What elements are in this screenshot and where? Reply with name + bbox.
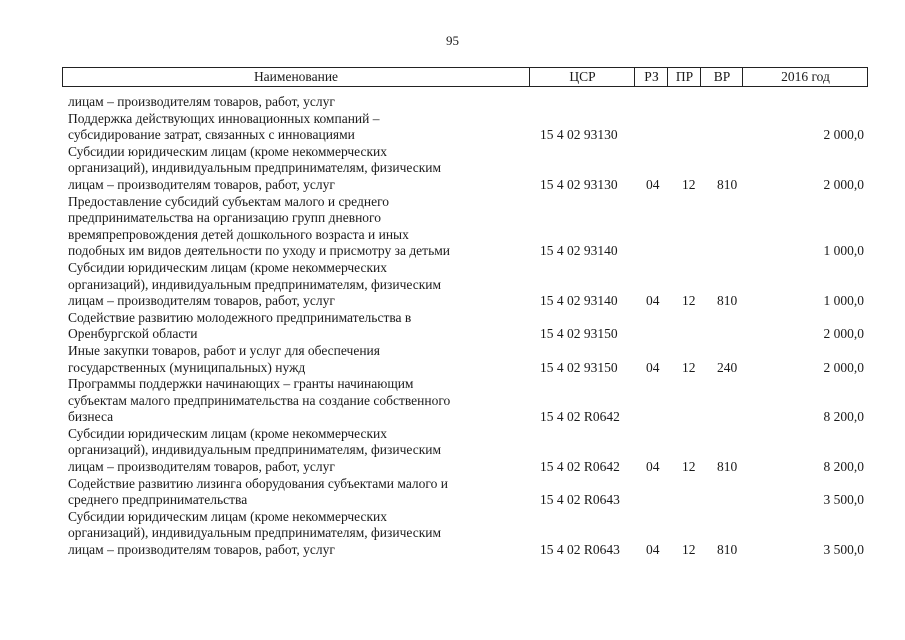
row-name xyxy=(68,94,508,111)
row-name-line: лицам – производителям товаров, работ, услуг xyxy=(68,293,335,309)
row-name xyxy=(68,476,508,509)
row-csr: 15 4 02 93130 xyxy=(540,127,618,143)
table-row xyxy=(0,111,905,144)
row-name-line: лицам – производителям товаров, работ, услуг xyxy=(68,542,335,558)
row-name-line: Субсидии юридическим лицам (кроме некоммерческих xyxy=(68,259,388,275)
row-name xyxy=(68,111,508,144)
row-name-line: государственных (муниципальных) нужд xyxy=(68,359,306,375)
row-amount: 8 200,0 xyxy=(823,459,864,475)
row-pr: 12 xyxy=(682,176,696,192)
row-name-line: бизнеса xyxy=(68,409,114,425)
table-row xyxy=(0,144,905,194)
row-csr: 15 4 02 R0642 xyxy=(540,409,620,425)
table-row xyxy=(0,343,905,376)
header-rz: РЗ xyxy=(634,68,668,86)
row-csr: 15 4 02 93140 xyxy=(540,293,618,309)
row-pr: 12 xyxy=(682,359,696,375)
row-rz: 04 xyxy=(646,176,660,192)
row-name-line: предпринимательства на организацию групп дневного xyxy=(68,210,382,226)
row-name-line: подобных им видов деятельности по уходу и присмотру за детьми xyxy=(68,243,451,259)
row-rz: 04 xyxy=(646,359,660,375)
row-name-line: Субсидии юридическим лицам (кроме некоммерческих xyxy=(68,143,388,159)
row-name-line: Поддержка действующих инновационных компаний – xyxy=(68,110,380,126)
row-name-line: лицам – производителям товаров, работ, услуг xyxy=(68,176,335,192)
row-name xyxy=(68,426,508,476)
row-name-line: Субсидии юридическим лицам (кроме некоммерческих xyxy=(68,425,388,441)
row-vr: 810 xyxy=(717,459,738,475)
table-row xyxy=(0,310,905,343)
row-csr: 15 4 02 93140 xyxy=(540,243,618,259)
row-vr: 810 xyxy=(717,176,738,192)
row-name-line: Программы поддержки начинающих – гранты начинающим xyxy=(68,376,414,392)
row-name-line: лицам – производителям товаров, работ, услуг xyxy=(68,459,335,475)
row-name-line: субъектам малого предпринимательства на создание собственного xyxy=(68,392,451,408)
row-pr: 12 xyxy=(682,293,696,309)
row-amount: 1 000,0 xyxy=(823,243,864,259)
row-name xyxy=(68,260,508,310)
row-amount: 8 200,0 xyxy=(823,409,864,425)
row-amount: 3 500,0 xyxy=(823,542,864,558)
row-csr: 15 4 02 R0643 xyxy=(540,492,620,508)
row-amount: 1 000,0 xyxy=(823,293,864,309)
row-name xyxy=(68,194,508,260)
row-pr: 12 xyxy=(682,459,696,475)
table-row xyxy=(0,376,905,426)
row-csr: 15 4 02 93130 xyxy=(540,176,618,192)
table-row xyxy=(0,194,905,260)
row-name-line: организаций), индивидуальным предпринимателям, физическим xyxy=(68,276,442,292)
row-amount: 2 000,0 xyxy=(823,359,864,375)
header-pr: ПР xyxy=(667,68,701,86)
row-csr: 15 4 02 93150 xyxy=(540,326,618,342)
row-vr: 810 xyxy=(717,293,738,309)
row-name-line: Оренбургской области xyxy=(68,326,198,342)
row-name-line: Предоставление субсидий субъектам малого и среднего xyxy=(68,193,390,209)
row-name-line: организаций), индивидуальным предпринимателям, физическим xyxy=(68,160,442,176)
row-rz: 04 xyxy=(646,542,660,558)
row-name-line: организаций), индивидуальным предпринимателям, физическим xyxy=(68,442,442,458)
row-name-line: времяпрепровождения детей дошкольного возраста и иных xyxy=(68,226,409,242)
table-row xyxy=(0,426,905,476)
table-row xyxy=(0,509,905,559)
row-name-line: Иные закупки товаров, работ и услуг для обеспечения xyxy=(68,342,380,358)
row-csr: 15 4 02 R0642 xyxy=(540,459,620,475)
table-row xyxy=(0,476,905,509)
row-csr: 15 4 02 93150 xyxy=(540,359,618,375)
row-rz: 04 xyxy=(646,293,660,309)
row-name-line: организаций), индивидуальным предпринимателям, физическим xyxy=(68,525,442,541)
row-name-line: среднего предпринимательства xyxy=(68,492,248,508)
table-row xyxy=(0,260,905,310)
row-amount: 2 000,0 xyxy=(823,176,864,192)
row-vr: 240 xyxy=(717,359,738,375)
row-name-line: субсидирование затрат, связанных с инновациями xyxy=(68,127,355,143)
row-rz: 04 xyxy=(646,459,660,475)
header-year: 2016 год xyxy=(742,68,868,86)
row-pr: 12 xyxy=(682,542,696,558)
page-number: 95 xyxy=(446,33,459,48)
row-name-line: Содействие развитию молодежного предпринимательства в xyxy=(68,309,412,325)
row-name xyxy=(68,310,508,343)
row-amount: 3 500,0 xyxy=(823,492,864,508)
header-vr: ВР xyxy=(700,68,743,86)
row-amount: 2 000,0 xyxy=(823,127,864,143)
row-name xyxy=(68,144,508,194)
table-header xyxy=(62,67,868,87)
table-row xyxy=(0,94,905,111)
row-vr: 810 xyxy=(717,542,738,558)
row-name xyxy=(68,343,508,376)
row-name-line: Содействие развитию лизинга оборудования субъектами малого и xyxy=(68,475,448,491)
row-name xyxy=(68,509,508,559)
header-name: Наименование xyxy=(253,69,339,84)
row-name-line: Субсидии юридическим лицам (кроме некоммерческих xyxy=(68,508,388,524)
row-amount: 2 000,0 xyxy=(823,326,864,342)
table-body xyxy=(0,94,905,559)
row-name-line: лицам – производителям товаров, работ, услуг xyxy=(68,94,335,109)
row-csr: 15 4 02 R0643 xyxy=(540,542,620,558)
header-csr: ЦСР xyxy=(529,68,635,86)
row-name xyxy=(68,376,508,426)
